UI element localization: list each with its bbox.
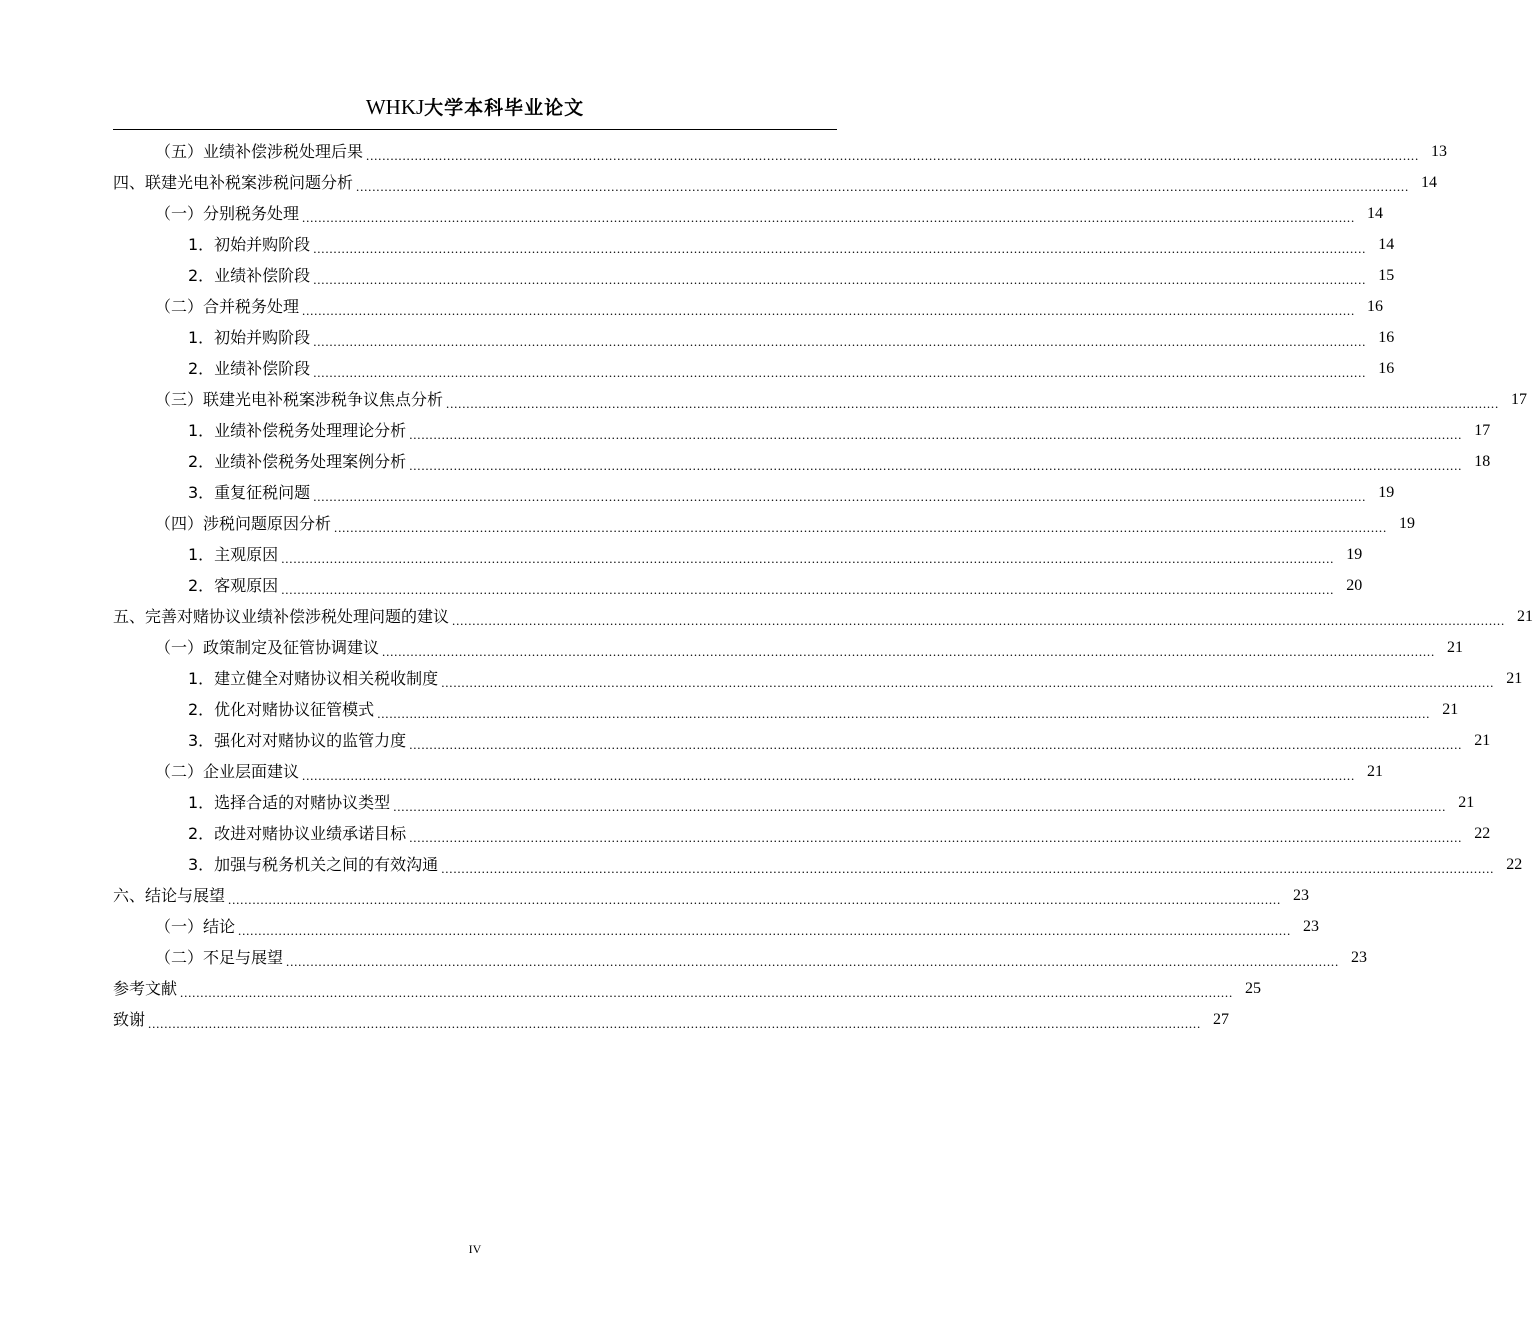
toc-dot-leader: .................................................................................................................................................................................................................................................................... (281, 582, 1335, 597)
toc-entry-title: （一）政策制定及征管协调建议 (155, 638, 380, 657)
toc-entry-title: （四）涉税问题原因分析 (155, 514, 332, 533)
toc-entry[interactable] (0, 198, 1384, 229)
toc-entry-page: 20 (1346, 577, 1363, 594)
toc-dot-leader: .................................................................................................................................................................................................................................................................... (409, 830, 1463, 845)
toc-dot-leader: .................................................................................................................................................................................................................................................................... (409, 737, 1463, 752)
toc-entry-page: 25 (1245, 980, 1262, 997)
toc-dot-leader: .................................................................................................................................................................................................................................................................... (377, 706, 1431, 721)
toc-entry-title: 3．加强与税务机关之间的有效沟通 (188, 855, 439, 874)
toc-dot-leader: .................................................................................................................................................................................................................................................................... (313, 489, 1367, 504)
toc-entry-page: 17 (1511, 391, 1528, 408)
toc-entry[interactable] (0, 787, 1475, 818)
toc-dot-leader: .................................................................................................................................................................................................................................................................... (382, 644, 1436, 659)
toc-entry-page: 19 (1346, 546, 1363, 563)
toc-entry-page: 13 (1431, 143, 1448, 160)
toc-dot-leader: .................................................................................................................................................................................................................................................................... (452, 613, 1506, 628)
toc-entry[interactable] (0, 229, 1395, 260)
toc-dot-leader: .................................................................................................................................................................................................................................................................... (313, 241, 1367, 256)
toc-entry-title: 1．选择合适的对赌协议类型 (188, 793, 391, 812)
toc-dot-leader: .................................................................................................................................................................................................................................................................... (228, 892, 1282, 907)
toc-entry-title: （一）分别税务处理 (155, 204, 300, 223)
toc-entry-page: 23 (1293, 887, 1310, 904)
toc-entry-title: 3．重复征税问题 (188, 483, 311, 502)
toc-entry-title: （二）不足与展望 (155, 948, 284, 967)
toc-entry[interactable] (0, 725, 1491, 756)
header-latin-text: WHKJ (365, 95, 425, 119)
toc-dot-leader: .................................................................................................................................................................................................................................................................... (313, 365, 1367, 380)
toc-entry-title: 六、结论与展望 (113, 886, 226, 905)
toc-entry[interactable] (0, 942, 1368, 973)
toc-entry-page: 21 (1367, 763, 1384, 780)
toc-entry-page: 16 (1367, 298, 1384, 315)
toc-entry-title: 致谢 (113, 1010, 146, 1029)
toc-entry[interactable] (0, 632, 1464, 663)
toc-entry-page: 15 (1378, 267, 1395, 284)
toc-dot-leader: .................................................................................................................................................................................................................................................................... (334, 520, 1388, 535)
toc-entry-title: 1．建立健全对赌协议相关税收制度 (188, 669, 439, 688)
toc-entry[interactable] (0, 322, 1395, 353)
toc-entry-title: （三）联建光电补税案涉税争议焦点分析 (155, 390, 444, 409)
toc-entry-page: 22 (1506, 856, 1523, 873)
toc-entry[interactable] (0, 415, 1491, 446)
toc-entry[interactable] (0, 508, 1416, 539)
toc-dot-leader: .................................................................................................................................................................................................................................................................... (313, 272, 1367, 287)
toc-dot-leader: .................................................................................................................................................................................................................................................................... (356, 179, 1410, 194)
toc-entry-page: 21 (1442, 701, 1459, 718)
toc-entry[interactable] (0, 539, 1363, 570)
toc-dot-leader: .................................................................................................................................................................................................................................................................... (441, 675, 1495, 690)
toc-entry[interactable] (0, 384, 1528, 415)
toc-entry[interactable] (0, 167, 1438, 198)
toc-entry-title: 1．业绩补偿税务处理理论分析 (188, 421, 407, 440)
toc-entry-title: 参考文献 (113, 979, 178, 998)
toc-entry-title: 四、联建光电补税案涉税问题分析 (113, 173, 354, 192)
toc-entry[interactable] (0, 911, 1320, 942)
toc-dot-leader: .................................................................................................................................................................................................................................................................... (302, 768, 1356, 783)
header-divider (113, 129, 837, 130)
toc-dot-leader: .................................................................................................................................................................................................................................................................... (286, 954, 1340, 969)
toc-entry[interactable] (0, 663, 1523, 694)
toc-entry-page: 17 (1474, 422, 1491, 439)
toc-dot-leader: .................................................................................................................................................................................................................................................................... (409, 427, 1463, 442)
toc-entry-title: （二）合并税务处理 (155, 297, 300, 316)
toc-entry-title: 1．初始并购阶段 (188, 328, 311, 347)
toc-dot-leader: .................................................................................................................................................................................................................................................................... (302, 210, 1356, 225)
toc-entry-title: 2．业绩补偿阶段 (188, 359, 311, 378)
toc-entry[interactable] (0, 973, 1262, 1004)
toc-dot-leader: .................................................................................................................................................................................................................................................................... (302, 303, 1356, 318)
toc-entry-page: 16 (1378, 360, 1395, 377)
toc-dot-leader: .................................................................................................................................................................................................................................................................... (238, 923, 1292, 938)
toc-entry[interactable] (0, 756, 1384, 787)
toc-entry-page: 27 (1213, 1011, 1230, 1028)
toc-entry-page: 23 (1351, 949, 1368, 966)
toc-entry-page: 23 (1303, 918, 1320, 935)
toc-entry[interactable] (0, 694, 1459, 725)
toc-dot-leader: .................................................................................................................................................................................................................................................................... (148, 1016, 1202, 1031)
page-number: IV (468, 1242, 482, 1256)
toc-entry-title: 1．初始并购阶段 (188, 235, 311, 254)
page-header (0, 92, 950, 123)
toc-entry[interactable] (0, 291, 1384, 322)
toc-dot-leader: .................................................................................................................................................................................................................................................................... (366, 148, 1420, 163)
toc-entry-title: 2．业绩补偿阶段 (188, 266, 311, 285)
toc-dot-leader: .................................................................................................................................................................................................................................................................... (446, 396, 1500, 411)
toc-dot-leader: .................................................................................................................................................................................................................................................................... (180, 985, 1234, 1000)
toc-entry-page: 14 (1378, 236, 1395, 253)
toc-entry-page: 19 (1399, 515, 1416, 532)
toc-entry-title: 2．业绩补偿税务处理案例分析 (188, 452, 407, 471)
toc-entry-title: 3．强化对对赌协议的监管力度 (188, 731, 407, 750)
toc-entry-page: 19 (1378, 484, 1395, 501)
toc-dot-leader: .................................................................................................................................................................................................................................................................... (409, 458, 1463, 473)
toc-entry-page: 21 (1458, 794, 1475, 811)
toc-entry[interactable] (0, 849, 1523, 880)
toc-entry-page: 22 (1474, 825, 1491, 842)
toc-dot-leader: .................................................................................................................................................................................................................................................................... (393, 799, 1447, 814)
toc-entry[interactable] (0, 353, 1395, 384)
toc-dot-leader: .................................................................................................................................................................................................................................................................... (441, 861, 1495, 876)
toc-entry[interactable] (0, 570, 1363, 601)
toc-dot-leader: .................................................................................................................................................................................................................................................................... (313, 334, 1367, 349)
toc-entry[interactable] (0, 477, 1395, 508)
toc-entry-page: 21 (1474, 732, 1491, 749)
header-title: 大学本科毕业论文 (424, 97, 585, 119)
toc-dot-leader: .................................................................................................................................................................................................................................................................... (281, 551, 1335, 566)
toc-entry[interactable] (0, 601, 1533, 632)
toc-entry-page: 14 (1421, 174, 1438, 191)
toc-entry-page: 14 (1367, 205, 1384, 222)
toc-entry-page: 21 (1517, 608, 1533, 625)
toc-entry-title: 2．优化对赌协议征管模式 (188, 700, 375, 719)
toc-entry[interactable] (0, 446, 1491, 477)
toc-entry-page: 21 (1447, 639, 1464, 656)
toc-entry-title: （一）结论 (155, 917, 236, 936)
toc-entry[interactable] (0, 818, 1491, 849)
toc-entry[interactable] (0, 1004, 1230, 1035)
toc-entry[interactable] (0, 260, 1395, 291)
toc-entry[interactable] (0, 136, 1448, 167)
toc-entry[interactable] (0, 880, 1310, 911)
toc-entry-title: 五、完善对赌协议业绩补偿涉税处理问题的建议 (113, 607, 450, 626)
toc-entry-title: 1．主观原因 (188, 545, 279, 564)
toc-entry-page: 16 (1378, 329, 1395, 346)
toc-entry-title: （五）业绩补偿涉税处理后果 (155, 142, 364, 161)
toc-entry-page: 18 (1474, 453, 1491, 470)
toc-entry-title: 2．改进对赌协议业绩承诺目标 (188, 824, 407, 843)
toc-entry-page: 21 (1506, 670, 1523, 687)
toc-entry-title: 2．客观原因 (188, 576, 279, 595)
toc-entry-title: （二）企业层面建议 (155, 762, 300, 781)
